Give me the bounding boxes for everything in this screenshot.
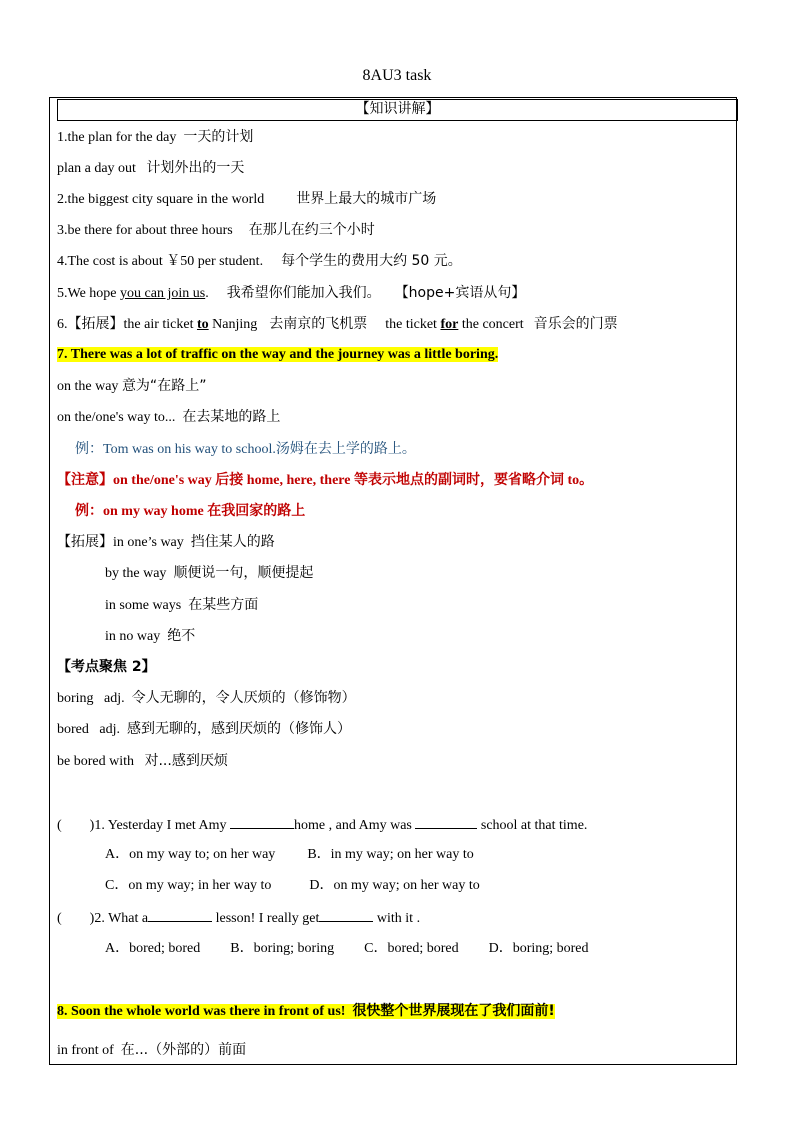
note-line-23: in front of 在...（外部的）前面 bbox=[57, 1042, 247, 1058]
example-line-2: 例：on my way home 在我回家的路上 bbox=[75, 503, 306, 519]
note-line-9: on the way 意为“在路上” bbox=[57, 378, 207, 394]
section-header: 【知识讲解】 bbox=[57, 99, 738, 121]
question-2-options: A．bored; bored B．boring; boring C．bored; bored D．boring; bored bbox=[105, 941, 589, 956]
note-line-2: plan a day out 计划外出的一天 bbox=[57, 160, 245, 176]
question-1-options-row-2: C．on my way; in her way to D．on my way; on her way to bbox=[105, 878, 480, 893]
note-line-21: be bored with 对...感到厌烦 bbox=[57, 753, 228, 769]
focus-heading: 【考点聚焦 2】 bbox=[57, 659, 156, 675]
question-1: ( )1. Yesterday I met Amy home , and Amy was school at that time. bbox=[57, 814, 587, 836]
note-line-14: 【拓展】in one’s way 挡住某人的路 bbox=[57, 534, 275, 550]
answer-blank[interactable] bbox=[230, 814, 294, 829]
attention-line: 【注意】on the/one's way 后接 home, here, there 等表示地点的副词时，要省略介词 to。 bbox=[57, 472, 594, 488]
note-line-5: 4.The cost is about ￥50 per student. 每个学生的费用大约 50 元。 bbox=[57, 253, 462, 269]
key-sentence-7: 7. There was a lot of traffic on the way and the journey was a little boring. bbox=[57, 347, 499, 362]
note-line-20: bored adj. 感到无聊的，感到厌烦的（修饰人） bbox=[57, 721, 351, 737]
note-line-7: 6.【拓展】the air ticket to Nanjing 去南京的飞机票 the ticket for the concert 音乐会的门票 bbox=[57, 316, 618, 332]
page-title: 8AU3 task bbox=[362, 67, 432, 84]
key-sentence-8: 8. Soon the whole world was there in front of us! 很快整个世界展现在了我们面前! bbox=[57, 1003, 555, 1019]
note-line-19: boring adj. 令人无聊的，令人厌烦的（修饰物） bbox=[57, 690, 356, 706]
note-line-1: 1.the plan for the day 一天的计划 bbox=[57, 129, 254, 145]
note-line-15: by the way 顺便说一句，顺便提起 bbox=[105, 565, 314, 581]
example-line-1: 例：Tom was on his way to school.汤姆在去上学的路上。 bbox=[75, 441, 416, 457]
question-2: ( )2. What a lesson! I really get with it . bbox=[57, 907, 420, 929]
note-line-17: in no way 绝不 bbox=[105, 628, 196, 644]
answer-blank[interactable] bbox=[148, 907, 212, 922]
answer-blank[interactable] bbox=[319, 907, 373, 922]
answer-blank[interactable] bbox=[415, 814, 477, 829]
note-line-6: 5.We hope you can join us. 我希望你们能加入我们。 【hope+宾语从句】 bbox=[57, 285, 526, 301]
note-line-16: in some ways 在某些方面 bbox=[105, 597, 259, 613]
question-1-options-row-1: A．on my way to; on her way B．in my way; on her way to bbox=[105, 847, 474, 862]
note-line-3: 2.the biggest city square in the world 世界上最大的城市广场 bbox=[57, 191, 437, 207]
note-line-10: on the/one's way to... 在去某地的路上 bbox=[57, 409, 281, 425]
note-line-4: 3.be there for about three hours 在那儿在约三个小时 bbox=[57, 222, 375, 238]
